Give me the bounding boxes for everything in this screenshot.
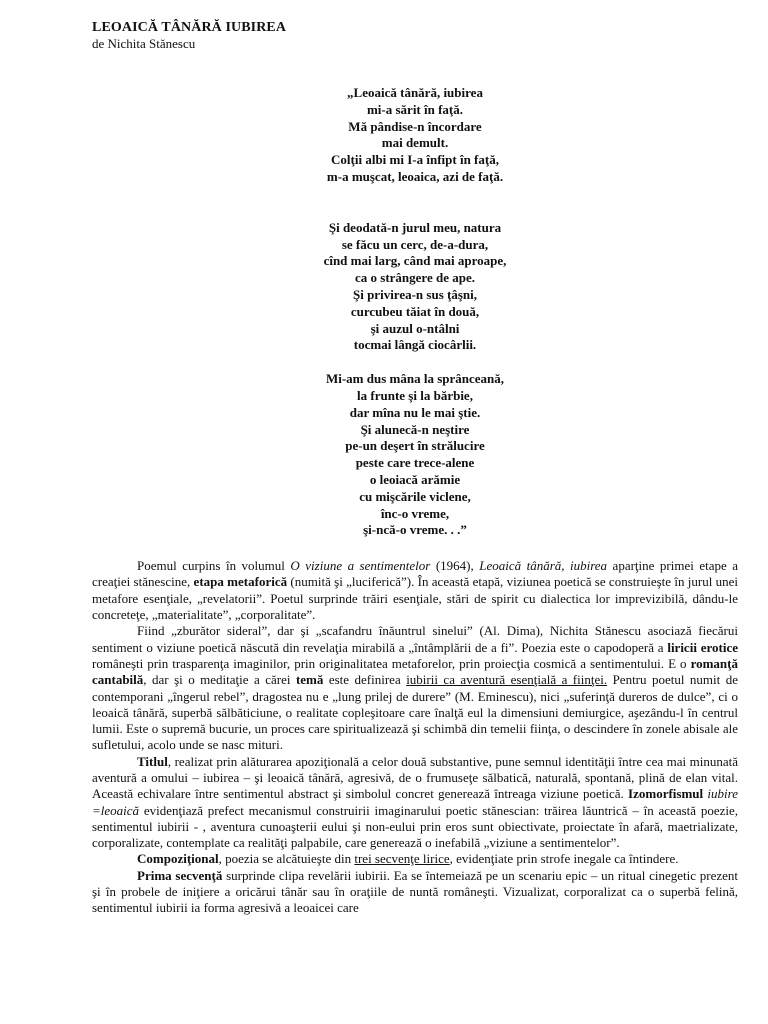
poem-line: cînd mai larg, când mai aproape, [323, 253, 507, 269]
stanza-gap [92, 186, 738, 203]
paragraph-theme: Fiind „zburător sideral”, dar şi „scafandru înăuntrul sinelui” (Al. Dima), Nichita Stănescu asociază fiecărui sentiment o viziune poetică născută din revelaţia mirabilă a „întâmplării de a fi”. Poezia este o capodoperă a liricii erotice româneşti prin trasparenţa imaginilor, prin originalitatea metaforelor, prin proiecţia cosmică a sentimentului. E o romanţă cantabilă, dar şi o meditaţie a cărei temă este definirea iubirii ca aventură esenţială a fiinţei. Pentru poetul numit de contemporani „îngerul rebel”, dragostea nu e „lung prilej de durere” (M. Eminescu), nici „suferinţă dureros de dulce”, ci o leoaică tânără, superbă sălbăticiune, o realitate copleşitoare care înalţă eul la dimensiuni demiurgice, aşezându-l în centrul lumii. Este o supremă bucurie, un proces care spiritualizează şi schimbă din temelii fiinţa, o descindere în zonele abisale ale sufletului, acolo unde se nasc mituri. [92, 623, 739, 753]
poem-line: la frunte şi la bărbie, [357, 387, 473, 403]
stanza-2 [92, 220, 738, 354]
poem-line: şi-ncă-o vreme. . .” [363, 522, 467, 538]
stanza-3 [92, 371, 738, 539]
poem-line: înc-o vreme, [380, 505, 450, 521]
poem-line: „Leoaică tânără, iubirea [347, 85, 483, 100]
stanza-1 [92, 85, 738, 186]
poem-line: cu mişcările viclene, [359, 488, 471, 504]
poem-title: LEOAICĂ TÂNĂRĂ IUBIREA [92, 20, 287, 35]
essay-body [92, 558, 738, 917]
poem-line: Mă pândise-n încordare [348, 118, 482, 134]
poem-line: se făcu un cerc, de-a-dura, [341, 236, 489, 252]
poem-line: tocmai lângă ciocârlii. [353, 337, 477, 353]
poem-line: mai demult. [381, 135, 449, 151]
poem-line: o leoiacă arămie [369, 471, 461, 487]
poem-line: curcubeu tăiat în două, [350, 303, 480, 319]
poem-line: pe-un deşert în strălucire [345, 438, 485, 454]
poem-line: Şi alunecă-n neştire [360, 421, 470, 437]
poem-line: peste care trece-alene [355, 455, 475, 471]
poem-line: Şi deodată-n jurul meu, natura [328, 219, 502, 235]
poem-line: m-a muşcat, leoaica, azi de faţă. [326, 168, 504, 184]
poem-line: şi auzul o-ntâlni [370, 320, 460, 336]
paragraph-first-sequence: Prima secvenţă surprinde clipa revelării iubirii. Ea se întemeiază pe un scenariu epic – un ritual cinegetic prezent şi în probele de iniţiere a oricărui tânăr sau în oraţiile de nuntă româneşti. Vizualizat, corporalizat ca o superbă felină, sentimentul iubirii ia forma agresivă a leoaicei care [92, 867, 738, 916]
poem-line: ca o strângere de ape. [355, 270, 475, 286]
poem-line: mi-a sărit în faţă. [366, 101, 464, 117]
paragraph-title: Titlul, realizat prin alăturarea apoziţională a celor două substantive, pune semnul identităţii între cea mai minunată aventură a omului – iubirea – şi leoaică tânără, agresivă, de o frumuseţe sălbatică, naturală, spontană, plină de elan vital. Această echivalare între sentimentul abstract şi simbolul concret generează întreaga viziune poetică. Izomorfismul iubire =leoaică evidenţiază prefect mecanismul construirii imaginarului poetic stănescian: trăirea lăuntrică – în această poezie, sentimentul iubirii - , aventura cunoaşterii eului şi non-eului prin eros sunt obiectivate, proiectate în afară, maetrializate, corporalizate, contemplate ca realităţi palpabile, care generează o inefabilă „viziune a sentimentelor”. [92, 753, 739, 851]
paragraph-intro: Poemul curpins în volumul O viziune a sentimentelor (1964), Leoaică tânără, iubirea aparţine primei etape a creaţiei stănescine, etapa metaforică (numită şi „luciferică”). În această etapă, viziunea poetică se construieşte în jurul unei metafore esenţiale, „revelatorii”. Poetul surprinde trăiri esenţiale, stări de spirit cu dialectica lor imprevizibilă, dându-le concreteţe, „materialitate”, „corporalitate”. [92, 558, 739, 623]
poem-line: dar mîna nu le mai ştie. [349, 404, 481, 420]
poem-author: de Nichita Stănescu [92, 36, 196, 51]
poem-line: Şi privirea-n sus ţâşni, [352, 286, 477, 302]
poem-text [92, 85, 738, 539]
paragraph-composition: Compoziţional, poezia se alcătuieşte din trei secvenţe lirice, evidenţiate prin strofe inegale ca întindere. [137, 851, 679, 867]
poem-line: Mi-am dus mâna la sprânceană, [325, 371, 505, 387]
document-page [92, 20, 738, 917]
poem-line: Colţii albi mi I-a înfipt în faţă, [331, 152, 499, 168]
